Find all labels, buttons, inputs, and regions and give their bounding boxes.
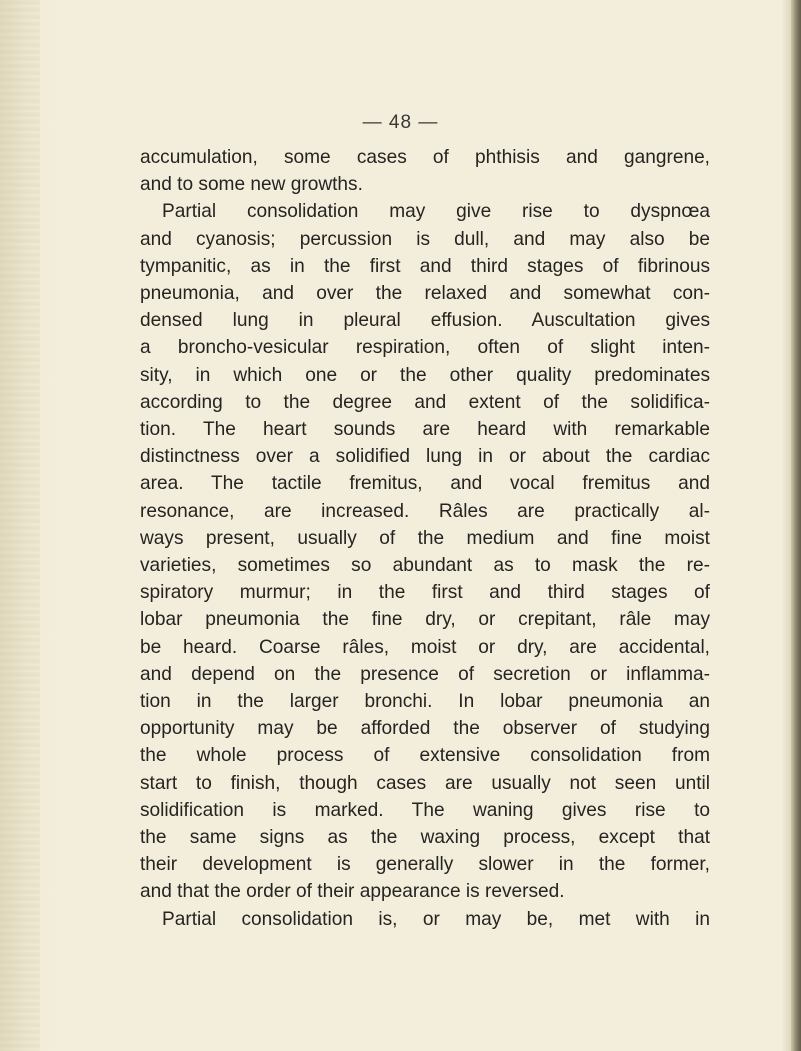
text-line: densed lung in pleural effusion. Auscultation gives [140,310,710,332]
text-line: Partial consolidation is, or may be, met with in [162,908,710,930]
page-edge-shadow [791,0,801,1051]
text-line: and depend on the presence of secretion or inflamma- [140,663,710,685]
page-number: — 48 — [362,112,439,133]
text-line: tion. The heart sounds are heard with remarkable [140,419,710,441]
text-line: distinctness over a solidified lung in or about the cardiac [140,446,710,468]
text-line: Partial consolidation may give rise to dyspnœa [162,201,710,223]
text-line: solidification is marked. The waning gives rise to [140,799,710,821]
text-line: be heard. Coarse râles, moist or dry, are accidental, [140,636,710,658]
text-line: the whole process of extensive consolidation from [140,745,710,767]
text-line: spiratory murmur; in the first and third stages of [140,582,710,604]
text-line: according to the degree and extent of the solidifica- [140,391,710,413]
text-line: lobar pneumonia the fine dry, or crepitant, râle may [140,609,710,631]
text-line: varieties, sometimes so abundant as to mask the re- [140,555,710,577]
text-line: the same signs as the waxing process, except that [140,827,710,849]
body-text [140,144,710,933]
text-line: their development is generally slower in the former, [140,854,710,876]
text-line: resonance, are increased. Râles are practically al- [140,500,710,522]
text-line: accumulation, some cases of phthisis and gangrene, [140,147,710,168]
text-line: area. The tactile fremitus, and vocal fremitus and [140,473,710,495]
text-line: tion in the larger bronchi. In lobar pneumonia an [140,691,710,713]
text-line: opportunity may be afforded the observer of studying [140,718,710,740]
text-line: start to finish, though cases are usually not seen until [140,772,710,794]
text-line: pneumonia, and over the relaxed and somewhat con- [140,283,710,305]
text-line: and that the order of their appearance is reversed. [140,881,565,903]
page-gutter-shading [0,0,40,1051]
text-line: and to some new growths. [140,174,363,196]
text-line: sity, in which one or the other quality predominates [140,364,710,386]
text-line: and cyanosis; percussion is dull, and may also be [140,228,710,250]
text-line: a broncho-vesicular respiration, often of slight inten- [140,337,710,359]
text-line: tympanitic, as in the first and third stages of fibrinous [140,255,710,277]
text-line: ways present, usually of the medium and fine moist [140,527,710,549]
